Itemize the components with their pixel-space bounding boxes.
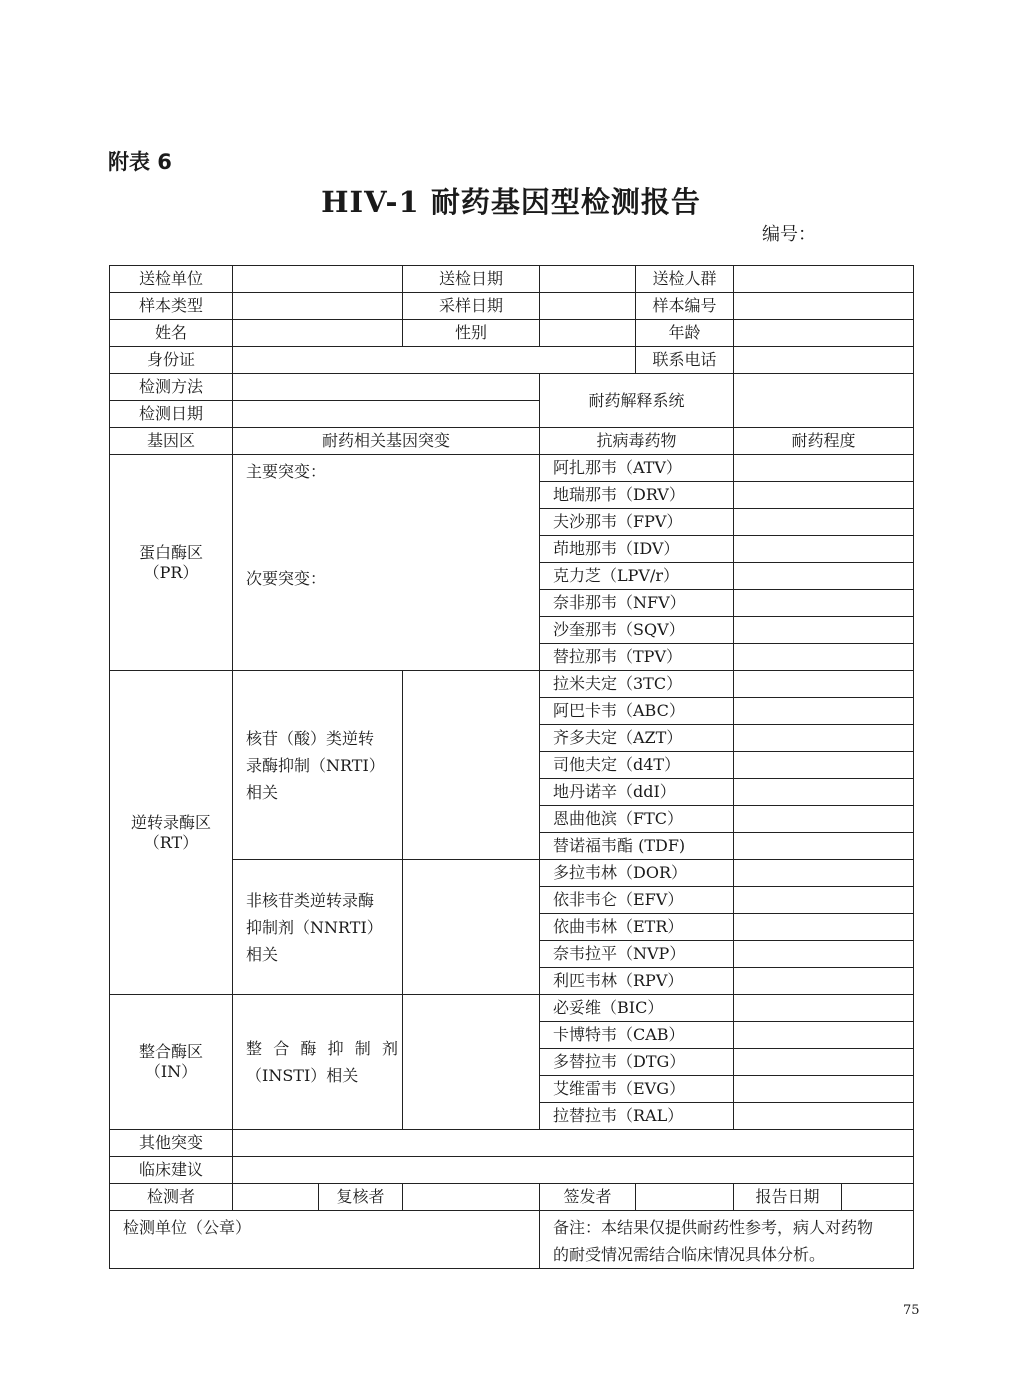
pr-mutations[interactable]: [233, 455, 540, 671]
resistance-field[interactable]: [734, 1049, 914, 1076]
report-title: HIV-1 耐药基因型检测报告: [321, 185, 701, 219]
header-resistance: 耐药程度: [734, 428, 914, 455]
field-reviewer[interactable]: [403, 1184, 540, 1211]
drug-cell: 拉替拉韦（RAL）: [540, 1103, 734, 1130]
in-row: [110, 995, 914, 1022]
label-test-date: 检测日期: [110, 401, 233, 428]
note-line2: 的耐受情况需结合临床情况具体分析。: [553, 1245, 826, 1264]
label-clinical-advice: 临床建议: [110, 1157, 233, 1184]
nrti-mutations-field[interactable]: [403, 671, 540, 860]
field-issuer[interactable]: [636, 1184, 734, 1211]
drug-cell: 多替拉韦（DTG）: [540, 1049, 734, 1076]
header-drugs: 抗病毒药物: [540, 428, 734, 455]
drug-cell: 地瑞那韦（DRV）: [540, 482, 734, 509]
resistance-field[interactable]: [734, 752, 914, 779]
pr-region-line1: 蛋白酶区: [138, 542, 203, 562]
resistance-field[interactable]: [734, 887, 914, 914]
drug-cell: 恩曲他滨（FTC）: [540, 806, 734, 833]
appendix-label: 附表 6: [108, 150, 172, 174]
field-phone[interactable]: [734, 347, 914, 374]
row-id: [110, 347, 914, 374]
label-sampling-date: 采样日期: [403, 293, 540, 320]
label-sex: 性别: [403, 320, 540, 347]
resistance-field[interactable]: [734, 509, 914, 536]
drug-cell: 沙奎那韦（SQV）: [540, 617, 734, 644]
field-id-card[interactable]: [233, 347, 636, 374]
lab-seal-cell[interactable]: [110, 1211, 540, 1269]
drug-cell: 必妥维（BIC）: [540, 995, 734, 1022]
resistance-field[interactable]: [734, 698, 914, 725]
field-clinical-advice[interactable]: [233, 1157, 914, 1184]
resistance-field[interactable]: [734, 482, 914, 509]
insti-line1: 整合酶抑制剂: [246, 1039, 398, 1058]
report-table: [109, 265, 914, 1269]
field-test-date[interactable]: [233, 401, 540, 428]
row-sample: [110, 293, 914, 320]
drug-cell: 阿巴卡韦（ABC）: [540, 698, 734, 725]
rt-region-line1: 逆转录酶区: [130, 812, 211, 832]
label-submit-date: 送检日期: [403, 266, 540, 293]
drug-cell: 多拉韦林（DOR）: [540, 860, 734, 887]
note-line1: 备注：本结果仅提供耐药性参考，病人对药物: [553, 1218, 874, 1237]
label-submit-unit: 送检单位: [110, 266, 233, 293]
nrti-class: [233, 671, 403, 860]
in-region: [110, 995, 233, 1130]
row-other-mutations: [110, 1130, 914, 1157]
nnrti-line3: 相关: [246, 944, 279, 964]
field-sampling-date[interactable]: [540, 293, 636, 320]
row-seal-note: [110, 1211, 914, 1269]
field-method[interactable]: [233, 374, 540, 401]
page-number: 75: [903, 1303, 920, 1318]
nnrti-line2: 抑制剂（NNRTI）: [246, 917, 383, 937]
insti-mutations-field[interactable]: [403, 995, 540, 1130]
field-tester[interactable]: [233, 1184, 319, 1211]
serial-number-label: 编号：: [762, 224, 816, 245]
drug-cell: 克力芝（LPV/r）: [540, 563, 734, 590]
resistance-field[interactable]: [734, 1076, 914, 1103]
resistance-field[interactable]: [734, 671, 914, 698]
field-submit-date[interactable]: [540, 266, 636, 293]
pr-region-line2: （PR）: [143, 562, 199, 582]
row-person: [110, 320, 914, 347]
drug-cell: 替诺福韦酯 (TDF): [540, 833, 734, 860]
nnrti-line1: 非核苷类逆转录酶: [246, 890, 375, 910]
label-other-mutations: 其他突变: [110, 1130, 233, 1157]
resistance-field[interactable]: [734, 833, 914, 860]
rt-row: [110, 671, 914, 698]
label-tester: 检测者: [110, 1184, 233, 1211]
drug-cell: 齐多夫定（AZT）: [540, 725, 734, 752]
nnrti-mutations-field[interactable]: [403, 860, 540, 995]
row-signatures: [110, 1184, 914, 1211]
field-submit-unit[interactable]: [233, 266, 403, 293]
resistance-field[interactable]: [734, 941, 914, 968]
resistance-field[interactable]: [734, 590, 914, 617]
label-phone: 联系电话: [636, 347, 734, 374]
field-other-mutations[interactable]: [233, 1130, 914, 1157]
drug-cell: 奈非那韦（NFV）: [540, 590, 734, 617]
resistance-field[interactable]: [734, 617, 914, 644]
in-region-line1: 整合酶区: [138, 1042, 203, 1061]
lab-seal-label: 检测单位（公章）: [123, 1218, 252, 1237]
drug-cell: 夫沙那韦（FPV）: [540, 509, 734, 536]
pr-region: [110, 455, 233, 671]
resistance-field[interactable]: [734, 563, 914, 590]
resistance-field[interactable]: [734, 995, 914, 1022]
field-sample-type[interactable]: [233, 293, 403, 320]
label-reviewer: 复核者: [319, 1184, 403, 1211]
rt-region-line2: （RT）: [143, 832, 199, 852]
label-sample-type: 样本类型: [110, 293, 233, 320]
resistance-field[interactable]: [734, 860, 914, 887]
insti-class: [233, 995, 403, 1130]
resistance-field[interactable]: [734, 914, 914, 941]
label-report-date: 报告日期: [734, 1184, 842, 1211]
label-name: 姓名: [110, 320, 233, 347]
drug-cell: 地丹诺辛（ddI）: [540, 779, 734, 806]
rt-region: [110, 671, 233, 995]
row-column-headers: [110, 428, 914, 455]
row-submit: [110, 266, 914, 293]
header-mutations: 耐药相关基因突变: [233, 428, 540, 455]
resistance-field[interactable]: [734, 1103, 914, 1130]
pr-major-label: 主要突变：: [246, 462, 327, 481]
label-issuer: 签发者: [540, 1184, 636, 1211]
resistance-field[interactable]: [734, 644, 914, 671]
nrti-line1: 核苷（酸）类逆转: [246, 728, 375, 748]
note-cell: [540, 1211, 914, 1269]
row-clinical-advice: [110, 1157, 914, 1184]
label-interpret-system: 耐药解释系统: [540, 374, 734, 428]
resistance-field[interactable]: [734, 968, 914, 995]
drug-cell: 利匹韦林（RPV）: [540, 968, 734, 995]
field-sex[interactable]: [540, 320, 636, 347]
nrti-line3: 相关: [246, 782, 279, 802]
drug-cell: 拉米夫定（3TC）: [540, 671, 734, 698]
drug-cell: 艾维雷韦（EVG）: [540, 1076, 734, 1103]
field-submit-group[interactable]: [734, 266, 914, 293]
pr-row: [110, 455, 914, 482]
field-sample-no[interactable]: [734, 293, 914, 320]
drug-cell: 依曲韦林（ETR）: [540, 914, 734, 941]
field-report-date[interactable]: [842, 1184, 914, 1211]
label-method: 检测方法: [110, 374, 233, 401]
drug-cell: 奈韦拉平（NVP）: [540, 941, 734, 968]
in-region-line2: （IN）: [144, 1062, 198, 1081]
resistance-field[interactable]: [734, 1022, 914, 1049]
label-age: 年龄: [636, 320, 734, 347]
resistance-field[interactable]: [734, 725, 914, 752]
drug-cell: 司他夫定（d4T）: [540, 752, 734, 779]
drug-cell: 依非韦仑（EFV）: [540, 887, 734, 914]
drug-cell: 阿扎那韦（ATV）: [540, 455, 734, 482]
insti-line2: （INSTI）相关: [246, 1066, 359, 1085]
field-interpret-system[interactable]: [734, 374, 914, 428]
label-id-card: 身份证: [110, 347, 233, 374]
resistance-field[interactable]: [734, 455, 914, 482]
resistance-field[interactable]: [734, 806, 914, 833]
label-sample-no: 样本编号: [636, 293, 734, 320]
header-gene-region: 基因区: [110, 428, 233, 455]
pr-minor-label: 次要突变：: [246, 569, 327, 588]
nrti-line2: 录酶抑制（NRTI）: [246, 755, 385, 775]
field-name[interactable]: [233, 320, 403, 347]
label-submit-group: 送检人群: [636, 266, 734, 293]
drug-cell: 茚地那韦（IDV）: [540, 536, 734, 563]
drug-cell: 卡博特韦（CAB）: [540, 1022, 734, 1049]
row-method: [110, 374, 914, 401]
resistance-field[interactable]: [734, 536, 914, 563]
drug-cell: 替拉那韦（TPV）: [540, 644, 734, 671]
field-age[interactable]: [734, 320, 914, 347]
resistance-field[interactable]: [734, 779, 914, 806]
nnrti-class: [233, 860, 403, 995]
